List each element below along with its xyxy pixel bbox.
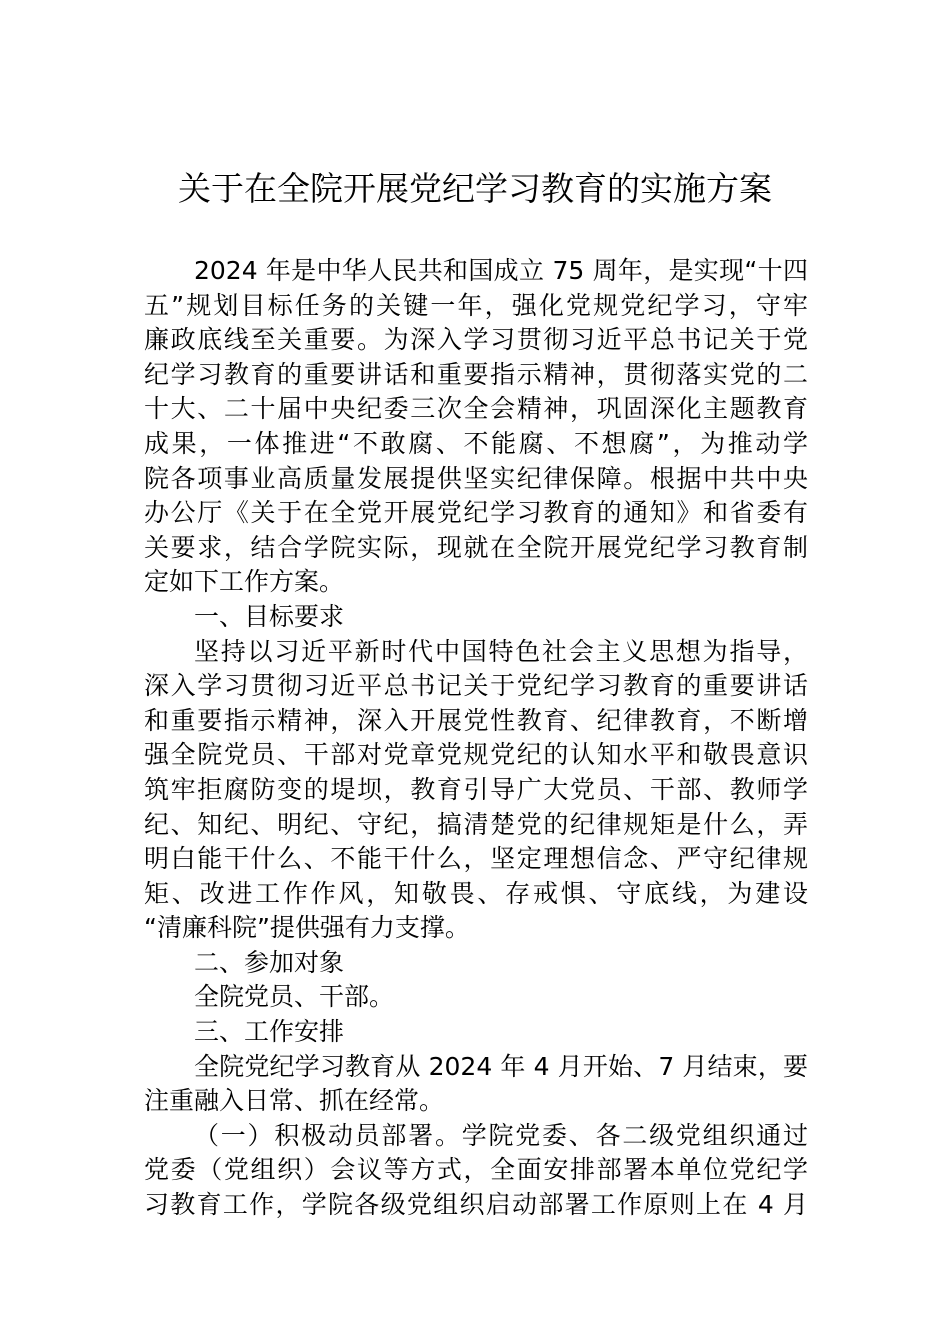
document-body <box>144 254 808 1223</box>
document-title: 关于在全院开展党纪学习教育的实施方案 <box>178 169 772 208</box>
paragraph-line: 和重要指示精神，深入开展党性教育、纪律教育，不断增 <box>144 705 808 735</box>
paragraph-line: “清廉科院”提供强有力支撑。 <box>144 913 470 943</box>
paragraph-line: 强全院党员、干部对党章党规党纪的认知水平和敬畏意识 <box>144 740 808 770</box>
paragraph-line: 坚持以习近平新时代中国特色社会主义思想为指导， <box>194 636 808 666</box>
paragraph-line: 明白能干什么、不能干什么，坚定理想信念、严守纪律规 <box>144 844 808 874</box>
paragraph-line: 注重融入日常、抓在经常。 <box>144 1086 445 1116</box>
paragraph-line: 成果，一体推进“不敢腐、不能腐、不想腐”，为推动学 <box>144 428 808 458</box>
paragraph-line: 筑牢拒腐防变的堤坝，教育引导广大党员、干部、教师学 <box>144 774 808 804</box>
paragraph-line: 全院党员、干部。 <box>194 982 395 1012</box>
paragraph-line: 习教育工作，学院各级党组织启动部署工作原则上在 4 月 <box>144 1190 808 1220</box>
paragraph-line: （一）积极动员部署。学院党委、各二级党组织通过 <box>194 1120 808 1150</box>
paragraph-line: 深入学习贯彻习近平总书记关于党纪学习教育的重要讲话 <box>144 671 808 701</box>
paragraph-line: 纪学习教育的重要讲话和重要指示精神，贯彻落实党的二 <box>144 359 808 389</box>
paragraph-line: 定如下工作方案。 <box>144 567 345 597</box>
paragraph-line: 廉政底线至关重要。为深入学习贯彻习近平总书记关于党 <box>144 325 808 355</box>
paragraph-line: 关要求，结合学院实际，现就在全院开展党纪学习教育制 <box>144 532 808 562</box>
section-heading: 三、工作安排 <box>194 1017 345 1047</box>
paragraph-line: 2024 年是中华人民共和国成立 75 周年，是实现“十四 <box>194 256 808 285</box>
paragraph-line: 办公厅《关于在全党开展党纪学习教育的通知》和省委有 <box>144 498 808 528</box>
paragraph-line: 全院党纪学习教育从 2024 年 4 月开始、7 月结束，要 <box>194 1051 808 1081</box>
section-heading: 二、参加对象 <box>194 947 345 977</box>
paragraph-line: 五”规划目标任务的关键一年，强化党规党纪学习，守牢 <box>144 290 808 320</box>
paragraph-line: 十大、二十届中央纪委三次全会精神，巩固深化主题教育 <box>144 394 808 424</box>
paragraph-line: 纪、知纪、明纪、守纪，搞清楚党的纪律规矩是什么，弄 <box>144 809 808 839</box>
paragraph-line: 矩、改进工作作风，知敬畏、存戒惧、守底线，为建设 <box>144 878 808 908</box>
paragraph-line: 院各项事业高质量发展提供坚实纪律保障。根据中共中央 <box>144 463 808 493</box>
section-heading: 一、目标要求 <box>194 601 345 631</box>
paragraph-line: 党委（党组织）会议等方式，全面安排部署本单位党纪学 <box>144 1155 808 1185</box>
